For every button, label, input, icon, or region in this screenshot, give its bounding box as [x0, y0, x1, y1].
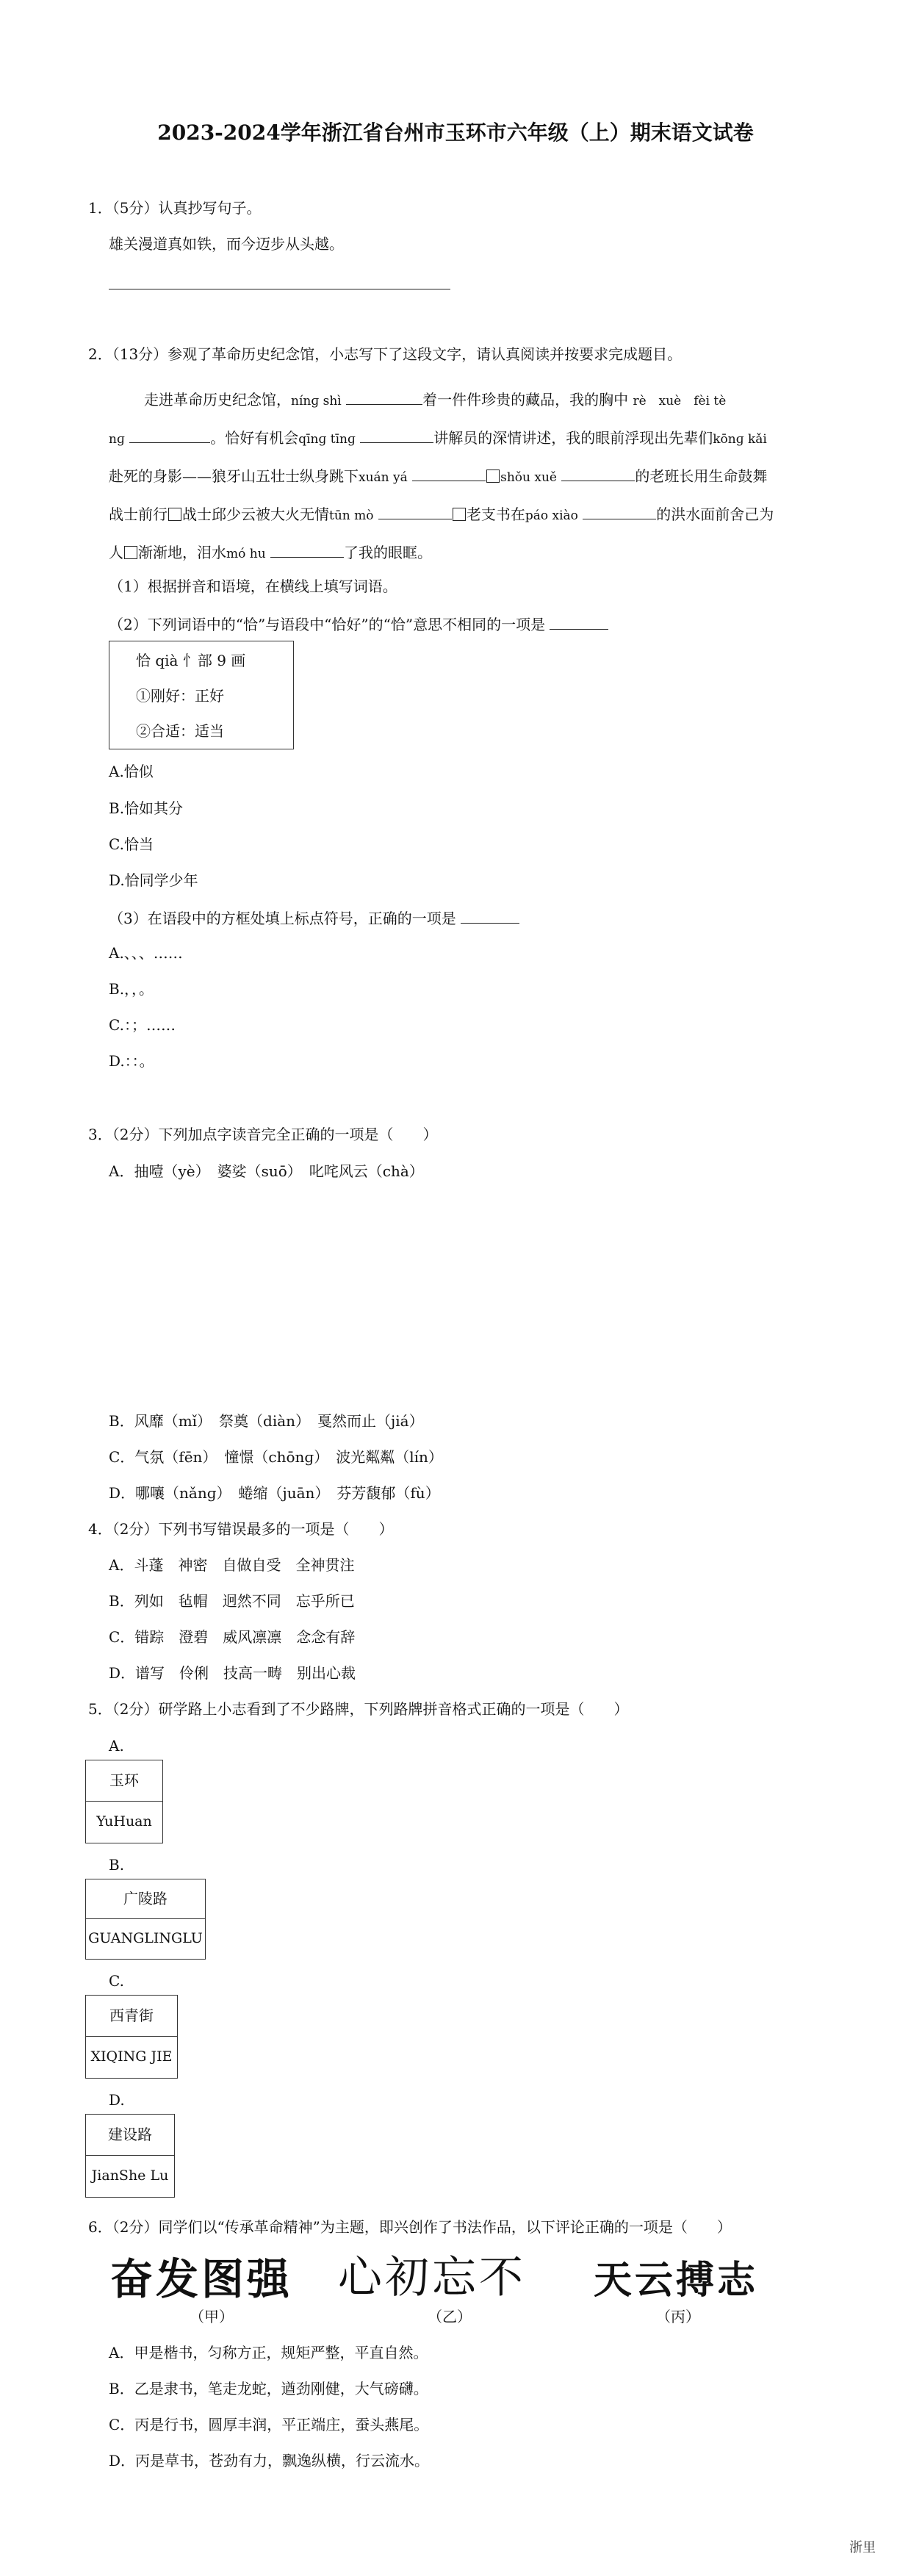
q2-sub1: （1）根据拼音和语境，在横线上填写词语。	[109, 578, 397, 595]
calligraphy-label-yi: （乙）	[428, 2308, 472, 2325]
q3-stem: 3．（2分）下列加点字读音完全正确的一项是（ ）	[88, 1126, 438, 1143]
q6-opt-a[interactable]: A．甲是楷书，匀称方正，规矩严整，平直自然。	[109, 2344, 428, 2361]
q2-sub3-answer-blank[interactable]	[461, 908, 519, 924]
pinyin: nínɡ shì	[291, 394, 342, 409]
q2-passage-line-1	[144, 389, 726, 410]
pinyin: rè xuè fèi tè	[633, 394, 727, 409]
q2-sub3-opt-a[interactable]: A.、、、……	[109, 944, 183, 962]
punct-box[interactable]	[124, 546, 137, 559]
q6-opt-b[interactable]: B．乙是隶书，笔走龙蛇，遒劲刚健，大气磅礴。	[109, 2380, 428, 2397]
road-sign-b[interactable]	[85, 1879, 206, 1960]
q2-stem: 2．（13分）参观了革命历史纪念馆，小志写下了这段文字，请认真阅读并按要求完成题目。	[88, 345, 683, 363]
q4-opt-d[interactable]: D．谱写 伶俐 技高一畴 别出心裁	[109, 1664, 356, 1682]
q2-text: 人	[109, 544, 123, 561]
q2-sub2-answer-blank[interactable]	[550, 614, 608, 630]
q2-opt-c[interactable]: C.恰当	[109, 835, 154, 853]
q2-text: 了我的眼眶。	[344, 544, 433, 561]
blank-ningshi[interactable]	[346, 389, 422, 405]
q3-opt-c[interactable]: C．气氛（fēn） 憧憬（chōnɡ） 波光粼粼（lín）	[109, 1448, 443, 1466]
q3-opt-b[interactable]: B．风靡（mǐ） 祭奠（diàn） 戛然而止（jiá）	[109, 1412, 424, 1430]
q2-text: 老支书在	[466, 506, 525, 523]
q2-sub3	[109, 908, 519, 927]
q2-text: 走进革命历史纪念馆，	[144, 391, 291, 409]
blank-mohu[interactable]	[270, 542, 344, 558]
q5-opt-a-letter[interactable]: A.	[109, 1737, 124, 1755]
q2-opt-d[interactable]: D.恰同学少年	[109, 871, 198, 889]
q4-opt-c[interactable]: C．错踪 澄碧 威风凛凛 念念有辞	[109, 1628, 356, 1646]
calligraphy-yi: 心初忘不	[338, 2252, 526, 2303]
q5-opt-d-letter[interactable]: D.	[109, 2091, 125, 2109]
pinyin: kōnɡ kǎi	[713, 432, 767, 447]
punct-box[interactable]	[486, 469, 500, 483]
blank-paoxiao[interactable]	[583, 504, 656, 519]
blank-shouxue[interactable]	[561, 466, 635, 481]
q5-opt-b-letter[interactable]: B.	[109, 1856, 125, 1874]
road-sign-a-chinese: 玉环	[86, 1760, 162, 1802]
calligraphy-bing: 天云搏志	[594, 2258, 759, 2303]
q2-sub3-text: （3）在语段中的方框处填上标点符号，正确的一项是	[109, 910, 456, 927]
q2-text: 着一件件珍贵的藏品，我的胸中	[422, 391, 629, 409]
q4-opt-a[interactable]: A．斗蓬 神密 自做自受 全神贯注	[109, 1556, 355, 1574]
pinyin: xuán yá	[359, 470, 408, 485]
q6-opt-c[interactable]: C．丙是行书，圆厚丰润，平正端庄，蚕头燕尾。	[109, 2416, 429, 2433]
blank-tunmo[interactable]	[378, 504, 452, 519]
q2-text: 战士前行	[109, 506, 168, 523]
q1-stem: 1．（5分）认真抄写句子。	[88, 199, 262, 217]
q5-stem: 5．（2分）研学路上小志看到了不少路牌，下列路牌拼音格式正确的一项是（ ）	[88, 1700, 629, 1718]
road-sign-c[interactable]	[85, 1995, 178, 2079]
q2-text: 讲解员的深情讲述，我的眼前浮现出先辈们	[433, 429, 713, 447]
q3-opt-d[interactable]: D．哪嚷（nǎnɡ） 蜷缩（juān） 芬芳馥郁（fù）	[109, 1484, 440, 1502]
q2-sub2	[109, 614, 608, 633]
blank-xuanya[interactable]	[412, 466, 486, 481]
blank-rexuefeiteng[interactable]	[129, 428, 210, 443]
road-sign-a-pinyin: YuHuan	[96, 1813, 152, 1830]
punct-box[interactable]	[453, 508, 466, 521]
dict-meaning-2: ②合适：适当	[136, 722, 224, 740]
calligraphy-label-jia: （甲）	[190, 2308, 234, 2325]
q2-passage-line-4	[109, 504, 774, 525]
q2-text: 的老班长用生命鼓舞	[635, 467, 768, 485]
q2-text: 战士邱少云被大火无情	[182, 506, 329, 523]
q2-text: 渐渐地，泪水	[138, 544, 226, 561]
pinyin: shǒu xuě	[500, 470, 557, 485]
q2-opt-a[interactable]: A.恰似	[109, 763, 154, 780]
road-sign-d[interactable]	[85, 2114, 175, 2198]
road-sign-a[interactable]	[85, 1760, 163, 1843]
q2-text: 。恰好有机会	[210, 429, 299, 447]
q4-opt-b[interactable]: B．列如 毡帽 迥然不同 忘乎所已	[109, 1592, 355, 1610]
calligraphy-jia: 奋发图强	[110, 2254, 293, 2304]
punct-box[interactable]	[168, 508, 181, 521]
pinyin: tūn mò	[329, 508, 374, 523]
pinyin: qīnɡ tīnɡ	[298, 432, 356, 447]
dictionary-box	[109, 641, 294, 749]
road-sign-d-pinyin: JianShe Lu	[91, 2167, 169, 2184]
footer-mark: 浙里	[849, 2540, 876, 2555]
q2-sub2-text: （2）下列词语中的“恰”与语段中“恰好”的“恰”意思不相同的一项是	[109, 616, 546, 633]
q2-sub3-opt-c[interactable]: C.：；……	[109, 1016, 176, 1034]
pinyin: mó hu	[226, 547, 266, 561]
q1-sentence: 雄关漫道真如铁，而今迈步从头越。	[109, 235, 344, 253]
q6-opt-d[interactable]: D．丙是草书，苍劲有力，飘逸纵横，行云流水。	[109, 2452, 430, 2469]
road-sign-d-chinese: 建设路	[86, 2115, 174, 2156]
dict-head: 恰 qià 忄部 9 画	[136, 652, 246, 669]
q2-passage-line-3	[109, 466, 767, 486]
q2-sub3-opt-b[interactable]: B.，，。	[109, 980, 154, 998]
calligraphy-label-bing: （丙）	[656, 2308, 700, 2325]
q6-stem: 6．（2分）同学们以“传承革命精神”为主题，即兴创作了书法作品，以下评论正确的一项是（ ）	[88, 2218, 732, 2236]
q2-text: 的洪水面前舍己为	[656, 506, 774, 523]
dict-meaning-1: ①刚好：正好	[136, 687, 224, 705]
pinyin: páo xiào	[525, 508, 578, 523]
q5-opt-c-letter[interactable]: C.	[109, 1972, 124, 1990]
q2-opt-b[interactable]: B.恰如其分	[109, 799, 184, 817]
q3-opt-a[interactable]: A．抽噎（yè） 婆娑（suō） 叱咤风云（chà）	[109, 1162, 424, 1180]
page-title: 2023-2024学年浙江省台州市玉环市六年级（上）期末语文试卷	[157, 120, 754, 145]
q2-sub3-opt-d[interactable]: D.：：。	[109, 1052, 154, 1070]
blank-qingting[interactable]	[360, 428, 433, 443]
road-sign-b-pinyin: GUANGLINGLU	[88, 1930, 203, 1946]
road-sign-b-chinese: 广陵路	[86, 1879, 205, 1919]
road-sign-c-chinese: 西青街	[86, 1996, 177, 2037]
q2-text: 赴死的身影——狼牙山五壮士纵身跳下	[109, 467, 359, 485]
pinyin: nɡ	[109, 432, 125, 447]
road-sign-c-pinyin: XIQING JIE	[90, 2048, 173, 2065]
q4-stem: 4．（2分）下列书写错误最多的一项是（ ）	[88, 1520, 394, 1538]
q2-passage-line-2	[109, 428, 767, 448]
q2-passage-line-5	[109, 542, 432, 563]
